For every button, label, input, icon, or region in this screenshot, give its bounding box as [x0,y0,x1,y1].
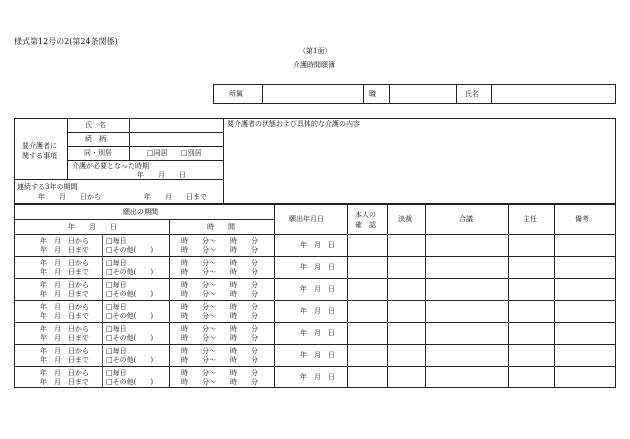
row-to-date[interactable]: 年 月 日まで [40,290,89,298]
row-time-2[interactable]: 時 分～ 時 分 [181,312,258,320]
row-other-checkbox[interactable]: □その他( ) [106,378,154,386]
row-from-date[interactable]: 年 月 日から [40,347,89,355]
row-from-date[interactable]: 年 月 日から [40,303,89,311]
state-label: 要介護者の状態および具体的な介護の内容 [227,120,360,128]
recipient-name-field[interactable] [130,119,222,131]
period-header: 願出の期間 [123,208,158,216]
consultation-header: 合議 [459,215,473,223]
row-request-date[interactable]: 年 月 日 [300,329,335,337]
row-other-checkbox[interactable]: □その他( ) [106,290,154,298]
care-needed-date[interactable]: 年 月 日 [137,171,186,179]
row-other-checkbox[interactable]: □その他( ) [106,334,154,342]
grade-field[interactable] [390,85,455,103]
row-daily-checkbox[interactable]: □毎日 [106,281,127,289]
row-from-date[interactable]: 年 月 日から [40,259,89,267]
remarks-header: 備考 [575,215,589,223]
form-number: 様式第12号の2(第24条関係) [14,37,118,46]
row-daily-checkbox[interactable]: □毎日 [106,303,127,311]
row-from-date[interactable]: 年 月 日から [40,325,89,333]
row-other-checkbox[interactable]: □その他( ) [106,268,154,276]
row-time-1[interactable]: 時 分～ 時 分 [181,281,258,289]
row-other-checkbox[interactable]: □その他( ) [106,356,154,364]
chief-header: 主任 [523,215,537,223]
row-time-2[interactable]: 時 分～ 時 分 [181,246,258,254]
row-time-2[interactable]: 時 分～ 時 分 [181,290,258,298]
section-label: 所属 [229,90,243,98]
care-group-label-1: 要介護者に [22,142,57,150]
recipient-name-label: 氏 名 [85,121,106,129]
consecutive-from[interactable]: 年 月 日から [38,193,101,201]
row-from-date[interactable]: 年 月 日から [40,237,89,245]
row-request-date[interactable]: 年 月 日 [300,351,335,359]
row-request-date[interactable]: 年 月 日 [300,285,335,293]
row-time-1[interactable]: 時 分～ 時 分 [181,259,258,267]
row-other-checkbox[interactable]: □その他( ) [106,246,154,254]
state-field[interactable] [224,130,615,203]
consecutive-to[interactable]: 年 月 日まで [144,193,207,201]
row-daily-checkbox[interactable]: □毎日 [106,347,127,355]
name-field[interactable] [492,85,615,103]
row-to-date[interactable]: 年 月 日まで [40,334,89,342]
care-group-label-2: 関する事項 [22,152,57,160]
row-time-1[interactable]: 時 分～ 時 分 [181,347,258,355]
row-time-2[interactable]: 時 分～ 時 分 [181,378,258,386]
document-title: 介護時間願簿 [293,61,335,69]
relation-label: 続 柄 [85,135,106,143]
self-confirm-header-1: 本人の [355,211,376,219]
care-needed-label: 介護が必要となった時期 [72,162,149,170]
row-time-1[interactable]: 時 分～ 時 分 [181,325,258,333]
row-request-date[interactable]: 年 月 日 [300,373,335,381]
row-request-date[interactable]: 年 月 日 [300,307,335,315]
row-to-date[interactable]: 年 月 日まで [40,378,89,386]
row-from-date[interactable]: 年 月 日から [40,281,89,289]
section-field[interactable] [263,85,362,103]
row-daily-checkbox[interactable]: □毎日 [106,369,127,377]
request-table [14,204,616,388]
row-daily-checkbox[interactable]: □毎日 [106,259,127,267]
living-together-checkbox[interactable]: □同居 [147,149,168,157]
name-label: 氏名 [465,90,479,98]
row-to-date[interactable]: 年 月 日まで [40,356,89,364]
row-to-date[interactable]: 年 月 日まで [40,268,89,276]
row-other-checkbox[interactable]: □その他( ) [106,312,154,320]
row-to-date[interactable]: 年 月 日まで [40,312,89,320]
row-time-1[interactable]: 時 分～ 時 分 [181,369,258,377]
page-label: （第1面） [299,47,332,55]
row-request-date[interactable]: 年 月 日 [300,263,335,271]
living-separate-checkbox[interactable]: □別居 [181,149,202,157]
self-confirm-header-2: 確 認 [355,221,376,229]
row-time-2[interactable]: 時 分～ 時 分 [181,334,258,342]
row-time-2[interactable]: 時 分～ 時 分 [181,268,258,276]
relation-field[interactable] [130,133,222,145]
row-time-1[interactable]: 時 分～ 時 分 [181,303,258,311]
request-date-header: 願出年月日 [289,215,324,223]
row-request-date[interactable]: 年 月 日 [300,241,335,249]
consecutive-period-label: 連続する3年の期間 [17,183,78,191]
date-sub-header: 年 月 日 [68,223,117,231]
row-time-1[interactable]: 時 分～ 時 分 [181,237,258,245]
decision-header: 決裁 [398,215,412,223]
grade-label: 職 [369,90,376,98]
time-sub-header: 時 間 [207,223,235,231]
row-daily-checkbox[interactable]: □毎日 [106,237,127,245]
row-time-2[interactable]: 時 分～ 時 分 [181,356,258,364]
row-to-date[interactable]: 年 月 日まで [40,246,89,254]
living-label: 同・別居 [84,149,112,157]
row-daily-checkbox[interactable]: □毎日 [106,325,127,333]
row-from-date[interactable]: 年 月 日から [40,369,89,377]
